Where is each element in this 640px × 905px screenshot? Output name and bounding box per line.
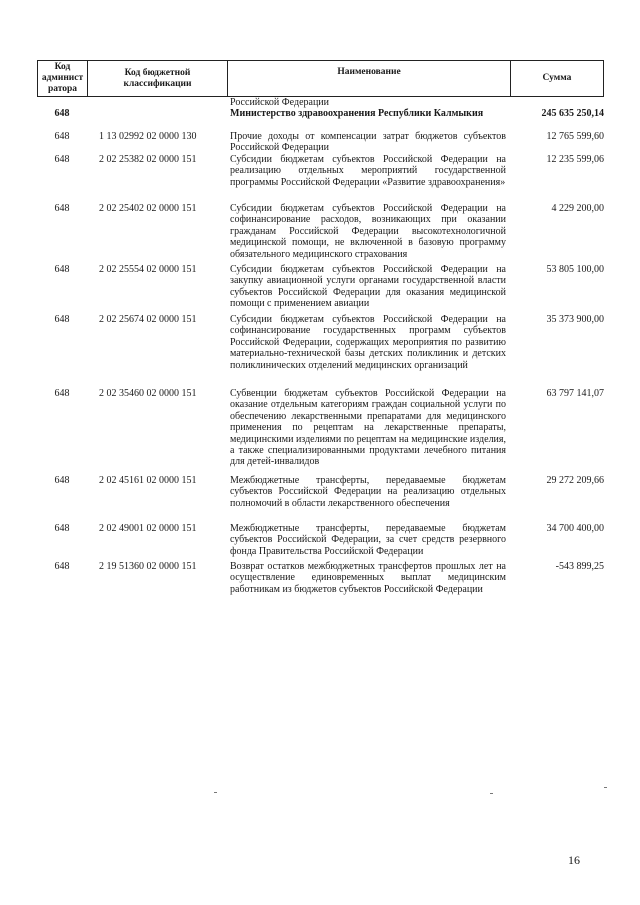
header-admin-code: Код админист ратора xyxy=(38,61,88,96)
row-sum: 245 635 250,14 xyxy=(541,108,604,119)
table-row xyxy=(37,97,604,108)
row-admin-code: 648 xyxy=(54,314,70,325)
table-row xyxy=(37,131,604,154)
row-sum: 35 373 900,00 xyxy=(546,314,604,325)
row-name: Межбюджетные трансферты, передаваемые бюджетам субъектов Российской Федерации на реализацию отдельных полномочий в области лекарственного обеспечения xyxy=(230,475,506,509)
row-budget-code: 2 02 25554 02 0000 151 xyxy=(99,264,197,275)
header-budget-code: Код бюджетной классификации xyxy=(88,61,228,96)
row-budget-code: 2 02 45161 02 0000 151 xyxy=(99,475,197,486)
table-row xyxy=(37,523,604,561)
row-sum: 63 797 141,07 xyxy=(546,388,604,399)
row-name: Субсидии бюджетам субъектов Российской Федерации на софинансирование расходов, возникающих при оказании гражданам Российской Федерации высокотехнологичной медицинской помощи, не включенной в базовую программу обязательного медицинского страхования xyxy=(230,203,506,260)
row-name: Межбюджетные трансферты, передаваемые бюджетам субъектов Российской Федерации, за счет средств резервного фонда Правительства Российской Федерации xyxy=(230,523,506,557)
row-name: Субсидии бюджетам субъектов Российской Федерации на закупку авиационной услуги органами государственной власти субъектов Российской Федерации для оказания медицинской помощи с применением авиации xyxy=(230,264,506,310)
row-name: Министерство здравоохранения Республики Калмыкия xyxy=(230,108,484,119)
row-admin-code: 648 xyxy=(54,561,70,572)
row-sum: 29 272 209,66 xyxy=(546,475,604,486)
row-sum: 12 765 599,60 xyxy=(546,131,604,142)
row-name: Субвенции бюджетам субъектов Российской Федерации на оказание отдельным категориям граждан социальной услуги по обеспечению лекарственными препаратами для медицинского применения по рецептам на лекарственные препараты, медицинскими изделиями по рецептам на медицинские изделия, а также специализированными продуктами лечебного питания для детей-инвалидов xyxy=(230,388,507,468)
scan-speck xyxy=(490,793,493,794)
row-name: Возврат остатков межбюджетных трансфертов прошлых лет на осуществление единовременных выплат медицинским работникам из бюджетов субъектов Российской Федерации xyxy=(230,561,506,595)
row-sum: 34 700 400,00 xyxy=(546,523,604,534)
row-budget-code: 2 02 25674 02 0000 151 xyxy=(99,314,197,325)
table-row xyxy=(37,203,604,264)
scan-speck xyxy=(604,787,607,788)
row-name: Прочие доходы от компенсации затрат бюджетов субъектов Российской Федерации xyxy=(230,131,506,154)
row-budget-code: 2 02 25382 02 0000 151 xyxy=(99,154,197,165)
row-sum: 4 229 200,00 xyxy=(551,203,604,214)
row-admin-code: 648 xyxy=(54,131,70,142)
row-sum: 12 235 599,06 xyxy=(546,154,604,165)
table-row xyxy=(37,314,604,388)
row-name: Субсидии бюджетам субъектов Российской Федерации на реализацию отдельных мероприятий государственной программы Российской Федерации «Развитие здравоохранения» xyxy=(230,154,506,188)
row-budget-code: 1 13 02992 02 0000 130 xyxy=(99,131,197,142)
table-row xyxy=(37,388,604,475)
row-budget-code: 2 02 25402 02 0000 151 xyxy=(99,203,197,214)
table-row xyxy=(37,154,604,203)
row-admin-code: 648 xyxy=(54,523,70,534)
table-header xyxy=(37,60,604,97)
table-row xyxy=(37,561,604,611)
header-name: Наименование xyxy=(228,61,511,96)
row-budget-code: 2 02 49001 02 0000 151 xyxy=(99,523,197,534)
row-sum: -543 899,25 xyxy=(555,561,604,572)
row-admin-code: 648 xyxy=(54,108,70,119)
scan-speck xyxy=(214,792,217,793)
row-admin-code: 648 xyxy=(54,388,70,399)
row-sum: 53 805 100,00 xyxy=(546,264,604,275)
header-sum: Сумма xyxy=(542,73,572,83)
row-admin-code: 648 xyxy=(54,203,70,214)
row-name: Субсидии бюджетам субъектов Российской Федерации на софинансирование государственных программ субъектов Российской Федерации, содержащих мероприятия по развитию материально-технической базы детских поликлиник и детских поликлинических отделений медицинских организаций xyxy=(230,314,506,371)
table-row xyxy=(37,108,604,131)
table-row xyxy=(37,475,604,523)
row-name: Российской Федерации xyxy=(230,97,330,108)
table-body xyxy=(37,97,604,611)
page-number: 16 xyxy=(568,853,580,867)
row-admin-code: 648 xyxy=(54,154,70,165)
row-admin-code: 648 xyxy=(54,264,70,275)
row-admin-code: 648 xyxy=(54,475,70,486)
row-budget-code: 2 19 51360 02 0000 151 xyxy=(99,561,197,572)
table-row xyxy=(37,264,604,314)
row-budget-code: 2 02 35460 02 0000 151 xyxy=(99,388,197,399)
